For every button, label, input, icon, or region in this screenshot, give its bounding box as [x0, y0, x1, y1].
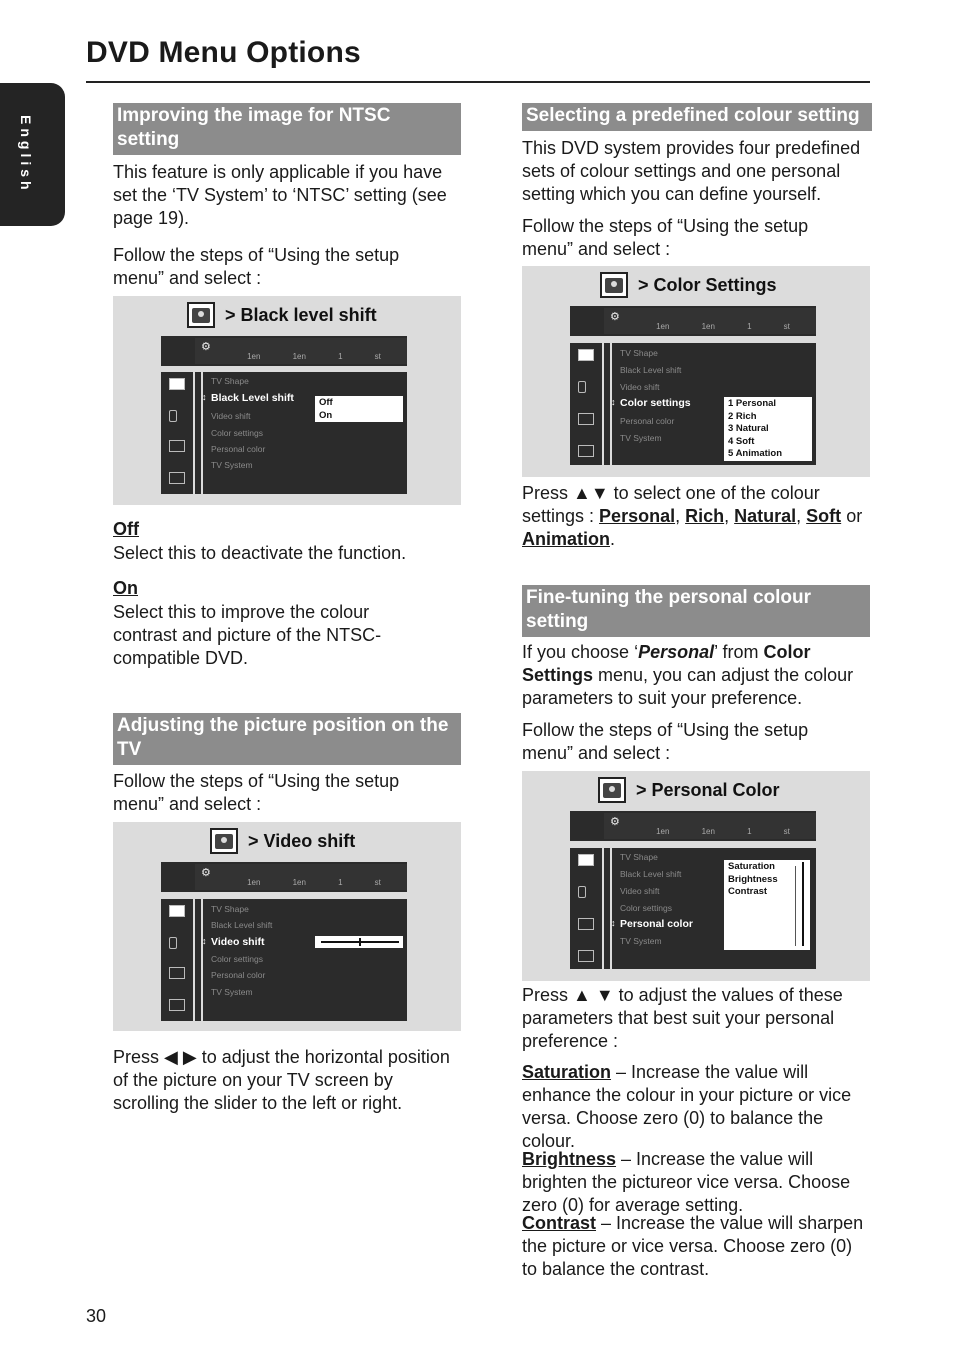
speaker-tab-icon [578, 886, 586, 898]
osd-label: 1 [747, 322, 752, 331]
position-follow: Follow the steps of “Using the setup menu” and select : [113, 771, 400, 814]
osd-menu-item: Color settings [211, 954, 263, 964]
speaker-tab-icon [169, 410, 177, 422]
osd-menu-item: TV Shape [620, 348, 658, 358]
finetune-intro: If you choose ‘Personal’ from Color Settings menu, you can adjust the colour parameters to suit your preference. [522, 642, 854, 708]
osd-menu-item: Video shift [620, 886, 660, 896]
osd-label: 1en [247, 878, 261, 887]
osd-top-bar [570, 306, 816, 336]
black-level-shot-title: > Black level shift [187, 302, 377, 328]
osd-menu-item-active: ↕ Video shift [211, 936, 264, 948]
osd-menu-item: Black Level shift [620, 365, 682, 375]
popup-option: 5 Animation [728, 448, 783, 459]
speaker-tab-icon [169, 937, 177, 949]
brightness-description: Brightness – Increase the value will brighten the pictureor vice versa. Choose zero (0) for average setting. [522, 1149, 851, 1215]
preference-tab-icon [578, 445, 594, 457]
language-tab-icon [169, 967, 185, 979]
osd-divider [604, 343, 610, 465]
saturation-label: Saturation [522, 1062, 612, 1082]
preference-tab-icon [169, 472, 185, 484]
osd-menu-item: Black Level shift [211, 920, 273, 930]
osd-side-bar [161, 899, 193, 1021]
ntsc-intro: This feature is only applicable if you have set the ‘TV System’ to ‘NTSC’ setting (see page 19). [113, 162, 447, 228]
language-tab-icon [578, 413, 594, 425]
language-tab-icon [578, 918, 594, 930]
picture-tab-icon [578, 349, 594, 361]
on-description: Select this to improve the colour contrast and picture of the NTSC-compatible DVD. [113, 602, 382, 668]
osd-menu-panel [612, 343, 816, 465]
picture-setup-icon [210, 828, 238, 854]
color-presets-popup [724, 397, 812, 461]
option-natural: Natural [734, 506, 797, 526]
title-rule [86, 81, 870, 83]
contrast-label: Contrast [522, 1213, 597, 1233]
popup-option: 3 Natural [728, 423, 769, 434]
option-rich: Rich [685, 506, 725, 526]
osd-label: st [783, 827, 790, 836]
osd-label: 1en [292, 878, 306, 887]
osd-label: st [374, 352, 381, 361]
osd-menu-item: TV System [620, 936, 662, 946]
osd-menu-item: TV Shape [211, 904, 249, 914]
personal-color-shot-title: > Personal Color [598, 777, 780, 803]
on-label: On [113, 578, 138, 598]
color-settings-screenshot [522, 266, 870, 477]
brightness-label: Brightness [522, 1149, 617, 1169]
osd-side-bar [570, 343, 602, 465]
osd-menu-item: Personal color [211, 444, 266, 454]
osd-menu-panel [612, 848, 816, 969]
value-slider [802, 862, 804, 946]
predefined-instructions: Press ▲▼ to select one of the colour settings : Personal, Rich, Natural, Soft or Animation. [522, 483, 863, 549]
position-heading: Adjusting the picture position on the TV [113, 713, 461, 765]
osd-divider [604, 848, 610, 969]
picture-setup-icon [600, 272, 628, 298]
setup-tools-icon: ⚙ [610, 816, 620, 828]
osd-menu-panel [203, 372, 407, 494]
osd-menu-panel [203, 899, 407, 1021]
osd-label: 1en [701, 322, 715, 331]
off-description: Select this to deactivate the function. [113, 543, 407, 563]
osd-label: st [374, 878, 381, 887]
osd-label: 1 [338, 878, 343, 887]
popup-option: Contrast [728, 886, 768, 897]
osd-label: 1en [247, 352, 261, 361]
video-shift-screenshot [113, 822, 461, 1031]
language-tab-label: English [18, 115, 34, 194]
osd-label: 1en [701, 827, 715, 836]
personal-color-screenshot [522, 771, 870, 981]
osd-label: 1en [292, 352, 306, 361]
preference-tab-icon [578, 950, 594, 962]
osd-menu-item: TV System [620, 433, 662, 443]
osd-side-bar [570, 848, 602, 969]
page-title: DVD Menu Options [86, 36, 361, 69]
finetune-instructions: Press ▲ ▼ to adjust the values of these parameters that best suit your personal preference : [522, 985, 843, 1051]
predefined-heading: Selecting a predefined colour setting [522, 103, 872, 131]
osd-top-bar [570, 811, 816, 841]
setup-tools-icon: ⚙ [610, 311, 620, 323]
osd-menu-item-active: ↕ Black Level shift [211, 392, 294, 404]
speaker-tab-icon [578, 381, 586, 393]
osd-top-bar [161, 862, 407, 892]
saturation-description: Saturation – Increase the value will enhance the colour in your picture or vice versa. Choose zero (0) to balance the colour. [522, 1062, 852, 1151]
color-settings-shot-title: > Color Settings [600, 272, 777, 298]
language-tab [0, 83, 65, 226]
option-personal: Personal [599, 506, 676, 526]
osd-label: 1 [747, 827, 752, 836]
picture-setup-icon [187, 302, 215, 328]
setup-tools-icon: ⚙ [201, 867, 211, 879]
osd-menu-item: Personal color [620, 416, 675, 426]
popup-option: Brightness [728, 873, 778, 885]
option-soft: Soft [806, 506, 842, 526]
popup-option: 2 Rich [728, 410, 757, 422]
picture-tab-icon [169, 905, 185, 917]
osd-side-bar [161, 372, 193, 494]
osd-menu-item: Black Level shift [620, 869, 682, 879]
popup-option: On [319, 409, 333, 421]
osd-menu-item: Personal color [211, 970, 266, 980]
video-shift-shot-title: > Video shift [210, 828, 355, 854]
contrast-description: Contrast – Increase the value will sharpen the picture or vice versa. Choose zero (0) to balance the contrast. [522, 1213, 864, 1279]
predefined-follow: Follow the steps of “Using the setup menu” and select : [522, 216, 809, 259]
popup-option: Off [319, 397, 333, 408]
osd-menu-item: Color settings [211, 428, 263, 438]
color-parameters-popup [724, 860, 810, 950]
osd-label: 1en [656, 827, 670, 836]
horizontal-shift-slider [315, 936, 403, 948]
osd-divider [195, 372, 201, 494]
osd-menu-item: TV System [211, 460, 253, 470]
preference-tab-icon [169, 999, 185, 1011]
setup-tools-icon: ⚙ [201, 341, 211, 353]
osd-menu-item: TV Shape [211, 376, 249, 386]
off-label: Off [113, 519, 139, 539]
picture-tab-icon [578, 854, 594, 866]
osd-label: 1en [656, 322, 670, 331]
osd-menu-item: TV System [211, 987, 253, 997]
popup-option: Saturation [728, 861, 775, 872]
osd-divider [195, 899, 201, 1021]
osd-menu-item-active: ↕ Personal color [620, 918, 693, 930]
popup-option: 1 Personal [728, 398, 777, 409]
osd-menu-item: TV Shape [620, 852, 658, 862]
ntsc-follow: Follow the steps of “Using the setup menu” and select : [113, 245, 400, 288]
value-slider-track [795, 866, 796, 946]
picture-tab-icon [169, 378, 185, 390]
osd-menu-item: Video shift [620, 382, 660, 392]
osd-menu-item: Color settings [620, 903, 672, 913]
popup-option: 4 Soft [728, 435, 755, 447]
osd-menu-item: Video shift [211, 411, 251, 421]
finetune-heading: Fine-tuning the personal colour setting [522, 585, 870, 637]
predefined-intro: This DVD system provides four predefined sets of colour settings and one personal setting which you can define yourself. [522, 138, 861, 204]
position-instructions: Press ◀ ▶ to adjust the horizontal position of the picture on your TV screen by scrolling the slider to the left or right. [113, 1047, 450, 1113]
ntsc-heading: Improving the image for NTSC setting [113, 103, 461, 155]
osd-top-bar [161, 336, 407, 366]
osd-label: 1 [338, 352, 343, 361]
osd-menu-item-active: ↕ Color settings [620, 397, 691, 409]
off-on-popup [315, 396, 403, 422]
picture-setup-icon [598, 777, 626, 803]
option-animation: Animation [522, 529, 610, 549]
language-tab-icon [169, 440, 185, 452]
finetune-follow: Follow the steps of “Using the setup menu” and select : [522, 720, 809, 763]
page-number: 30 [86, 1306, 107, 1326]
black-level-screenshot [113, 296, 461, 505]
osd-label: st [783, 322, 790, 331]
